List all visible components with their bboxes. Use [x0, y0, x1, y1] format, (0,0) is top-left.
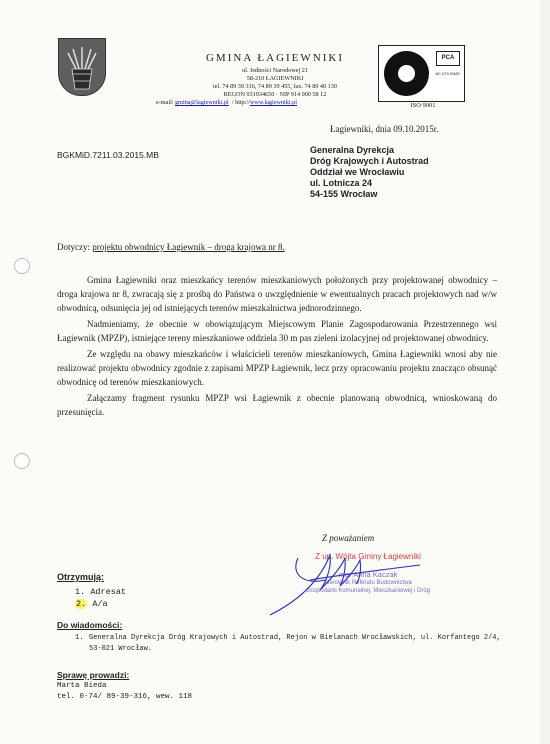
paragraph: Gmina Łagiewniki oraz mieszkańcy terenów mieszkaniowych położonych przy projektowanej obwodnicy – droga krajowa nr 8, zwracają się z prośbą do Państwa o uwzględnienie w ewentualnych pracach projektowych nad w/w obwodnicą, odsunięcia jej od istniejących terenów mieszkalnictwa jednorodzinnego. [57, 275, 497, 313]
email-prefix: e-mail: [156, 99, 174, 106]
closing-greeting: Z poważaniem [322, 533, 375, 543]
handler-phone: tel. 0-74/ 89-39-316, wew. 118 [57, 693, 193, 701]
scan-edge [540, 0, 550, 744]
website-link[interactable]: www.lagiewniki.pl [249, 99, 297, 106]
subject-line [57, 242, 285, 252]
addressee-line: Oddział we Wrocławiu [310, 167, 405, 177]
letterhead [150, 52, 400, 107]
accreditation-code: AC 079 ISMS [435, 71, 460, 76]
subject-label: Dotyczy: [57, 242, 90, 252]
item-number-highlighted: 2. [76, 599, 87, 609]
paragraph: Załączamy fragment rysunku MPZP wsi Łagiewnik z obecnie planowaną obwodnicą, wnioskowaną do przesunięcia. [57, 393, 497, 417]
paragraph: Ze względu na obawy mieszkańców i właścicieli terenów mieszkaniowych, Gmina Łagiewniki wnosi aby nie realizować projektu obwodnicy zgodnie z zapisami MPZP Łagiewnik, lecz przy opracowaniu projektu znacząco obsunąć obwodnicę od terenów mieszkaniowych. [57, 349, 497, 387]
list-item [75, 598, 126, 610]
registration-ids: REGON 931934650 · NIP 914 000 58 12 [223, 91, 327, 98]
punch-hole [14, 258, 30, 274]
quality-seal-icon [384, 51, 429, 96]
cc-list [75, 633, 510, 655]
addressee-line: 54-155 Wrocław [310, 189, 378, 199]
cc-item: Generalna Dyrekcja Dróg Krajowych i Autostrad, Rejon w Bielanach Wrocławskich, ul. Korfantego 2/4, 53-021 Wrocław. [89, 634, 501, 653]
addressee-line: Generalna Dyrekcja [310, 145, 395, 155]
phone: tel. 74 89 39 316, 74 89 39 455, fax. 74 89 40 130 [213, 83, 337, 90]
addressee-line: ul. Lotnicza 24 [310, 178, 373, 188]
http-prefix: http:// [235, 99, 250, 106]
handler-name: Marta Bieda [57, 682, 107, 690]
city: 58-210 ŁAGIEWNIKI [246, 75, 304, 82]
email-link[interactable]: gmina@lagiewniki.pl [175, 99, 229, 106]
item-text: A/a [92, 599, 108, 609]
addressee-line: Dróg Krajowych i Autostrad [310, 156, 429, 166]
stamp-line: Kierownik Referatu Budownictwa [324, 580, 412, 586]
list-item [75, 586, 126, 598]
recipients-list [75, 586, 126, 610]
date-line: Łagiewniki, dnia 09.10.2015r. [330, 124, 439, 134]
certification-badge [378, 45, 465, 102]
stamp-line: Z up. Wójta Gminy Łagiewniki [315, 552, 421, 561]
subject-text: projektu obwodnicy Łagiewnik – droga krajowa nr 8. [92, 242, 285, 252]
recipients-heading: Otrzymują: [57, 572, 105, 582]
municipality-name: GMINA ŁAGIEWNIKI [205, 52, 344, 64]
cc-heading: Do wiadomości: [57, 620, 123, 630]
reference-number: BGKMiD.7211.03.2015.MB [57, 150, 159, 160]
handled-by-block [57, 681, 192, 703]
handled-by-heading: Sprawę prowadzi: [57, 670, 130, 680]
iso-label: ISO 9001 [410, 102, 436, 109]
coat-of-arms [58, 38, 106, 96]
item-text: Adresat [90, 587, 127, 597]
contact-line: e-mail: gmina@lagiewniki.pl / http://www.lagiewniki.pl [156, 99, 297, 106]
paragraph: Nadmieniamy, że obecnie w obowiązującym Miejscowym Planie Zagospodarowania Przestrzennego wsi Łagiewnik (MPZP), istniejące tereny mieszkaniowe oddziela 30 m pas zieleni izolacyjnej od projektowanej obwodnicy. [57, 319, 497, 343]
street: ul. Jedności Narodowej 21 [242, 67, 308, 74]
punch-hole [14, 453, 30, 469]
item-number: 1. [75, 634, 84, 642]
pca-mark: PCA [436, 51, 460, 66]
stamp-line: Gospodarki Komunalnej, Mieszkaniowej i Dróg [305, 588, 431, 594]
letter-body [57, 273, 497, 421]
handwritten-signature [250, 540, 430, 620]
stamp-line: mgr Anna Kaczak [338, 570, 398, 579]
addressee-block [310, 145, 429, 200]
item-number: 1. [75, 587, 86, 597]
